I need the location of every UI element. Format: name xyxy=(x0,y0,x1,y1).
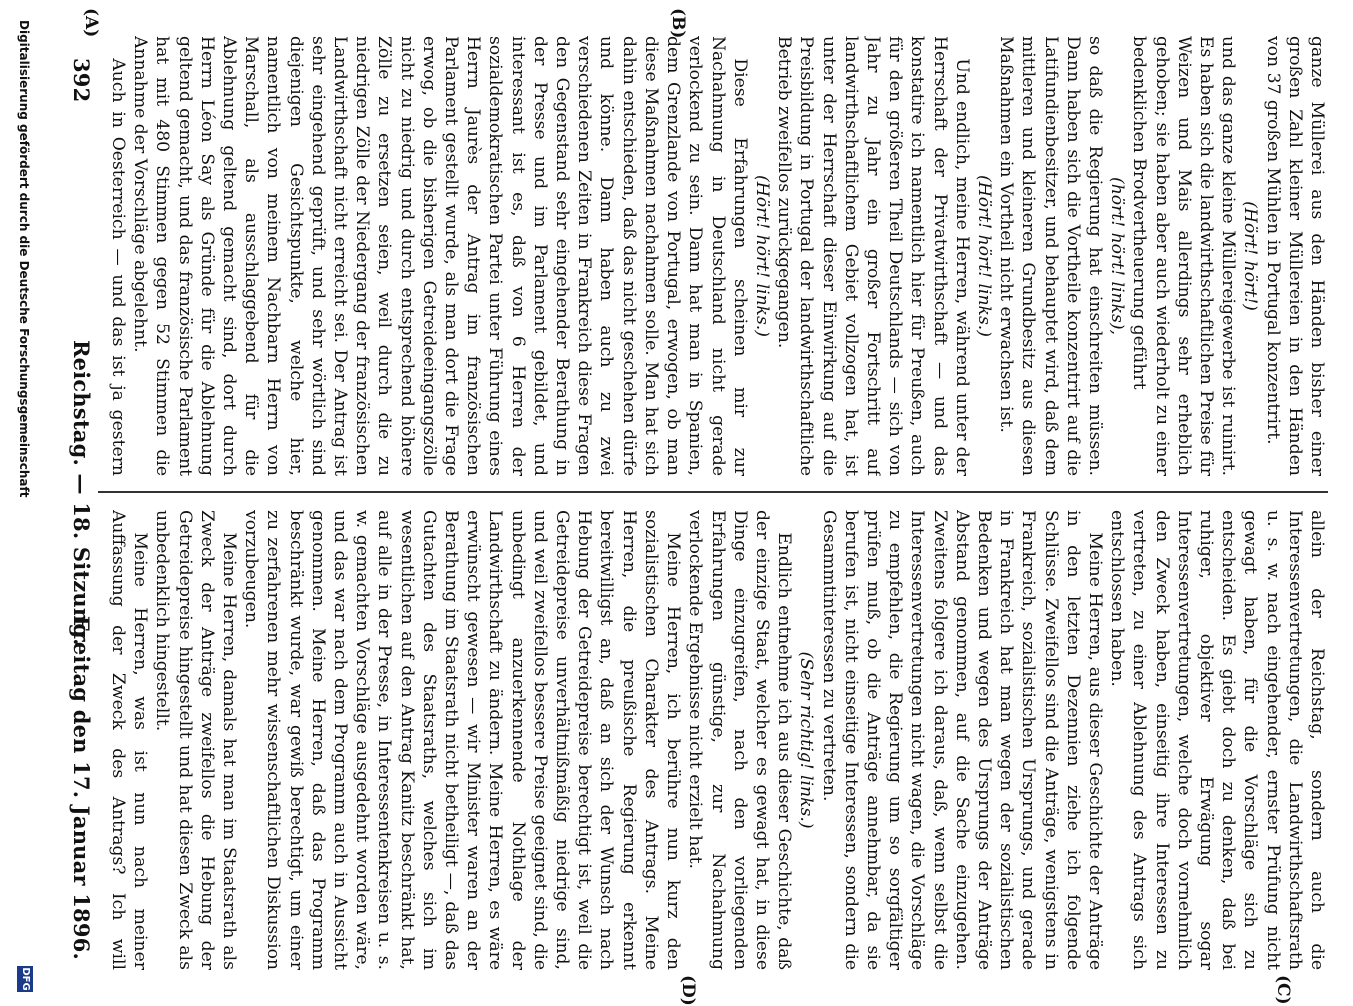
left-column-paragraph: (Hört! hört! links.) xyxy=(973,175,994,337)
page-number: 392 xyxy=(69,58,94,103)
left-column-paragraph: (Hört! hört!) xyxy=(1240,201,1261,311)
footer xyxy=(1,0,41,1000)
right-column-paragraph: Endlich entnehme ich aus dieser Geschichte, daß der einzige Staat, welcher es gewagt hat, in diese Dinge einzugreifen, nach den vorliegenden Erfahrungen günstige, zur Nachahmung verlockende Ergebnisse nicht erzielt hat. xyxy=(685,510,795,970)
right-column-paragraph: Meine Herren, was ist nun nach meiner Auffassung der Zweck des Antrags? Ich will xyxy=(108,510,151,970)
session-title: Reichstag. — 18. Sitzung. xyxy=(69,340,94,646)
left-column-paragraph: (hört! hört! links), xyxy=(1107,177,1128,335)
left-column-paragraph: so daß die Regierung hat einschreiten müssen. Dann haben sich die Vortheile konzentrirt auf die Latifundienbesitzer, und behauptet wird, daß dem mittleren und kleineren Grundbesitz aus diesen Maßnahmen ein Vortheil nicht erwachsen ist. xyxy=(996,36,1105,476)
session-date: Freitag den 17. Januar 1896. xyxy=(69,615,94,960)
right-column xyxy=(108,510,1328,970)
digitization-credit: Digitalisierung gefördert durch die Deutsche Forschungsgemeinschaft xyxy=(17,20,31,498)
right-column-paragraph: Meine Herren, ich berühre nun kurz den sozialistischen Charakter des Antrags. Meine Herren, die preußische Regierung erkennt bereitwilligst an, daß an sich der Wunsch nach Hebung der Getreidepreise berechtigt ist, weil die Getreidepreise unverhältnißmäßig niedrige sind, und weil zweifellos bessere Preise geeignet sind, die unbedingt anzuerkennende Nothlage der Landwirthschaft zu ändern. Meine Herren, es wäre erwünscht gewesen — wir Minister waren an der Berathung im Staatsrath nicht betheiligt —, daß das Gutachten des Staatsraths, welches sich im wesentlichen auf den Antrag Kanitz beschränkt hat, auf alle in der Presse, in Interessentenkreisen u. s. w. gemachten Vorschläge ausgedehnt worden wäre, und das war nach dem Programm auch in Aussicht genommen. Meine Herren, daß das Programm beschränkt wurde, war gewiß berechtigt, um einer zu zerfahrenen mehr wissenschaftlichen Diskussion vorzubeugen. xyxy=(241,510,684,970)
left-column-paragraph: Und endlich, meine Herren, während unter der Herrschaft der Privatwirthschaft — und das konstatire ich namentlich hier für Preußen, auch für den größeren Theil Deutschlands — sich von Jahr zu Jahr ein großer Fortschritt auf landwirthschaftlichem Gebiet vollzogen hat, ist unter der Herrschaft dieser Einwirkung auf die Preisbildung in Portugal der landwirthschaftliche Betrieb zweifellos zurückgegangen. xyxy=(774,36,972,476)
right-column-paragraph: Meine Herren, aus dieser Geschichte der Anträge in den letzten Dezennien ziehe ich folgende Schlüsse. Zweifellos sind die Anträge, wenigstens in Frankreich, sozialistischen Ursprungs, und gerade in Frankreich hat man wegen der sozialistischen Bedenken und wegen des Ursprungs der Anträge Abstand genommen, auf die Sache einzugehen. Zweitens folgere ich daraus, daß, wenn selbst die Interessenvertretungen nicht wagen, die Vorschläge zu empfehlen, die Regierung um so sorgfältiger prüfen muß, ob die Anträge annehmbar, da sie berufen ist, nicht einseitige Interessen, sondern die Gesammtinteressen zu vertreten. xyxy=(818,510,1105,970)
column-divider xyxy=(98,491,1328,493)
margin-mark-b: (B) xyxy=(668,8,688,39)
left-column xyxy=(108,36,1328,476)
right-column-paragraph: allein der Reichstag, sondern auch die Interessenvertretungen, die Landwirthschaftsrath u. s. w. nach eingehender, ernster Prüfung nicht gewagt haben, für die Vorschläge sich zu entscheiden. Es giebt doch zu denken, daß bei ruhiger, objektiver Erwägung sogar Interessenvertretungen, welche doch vornehmlich den Zweck haben, einseitig ihre Interessen zu vertreten, zu einer Ablehnung des Antrags sich entschlossen haben. xyxy=(1107,510,1327,970)
left-column-paragraph: Diese Erfahrungen scheinen mir zur Nachahmung in Deutschland nicht gerade verlockend zu sein. Dann hat man in Spanien, dem Grenzlande von Portugal, erwogen, ob man diese Maßnahmen nachahmen solle. Man hat sich dahin entschieden, daß das nicht geschehen dürfe und könne. Dann haben auch zu zwei verschiedenen Zeiten in Frankreich diese Fragen den Gegenstand sehr eingehender Berathung in der Presse und im Parlament gebildet, und interessant ist es, daß von 6 Herren der sozialdemokratischen Partei unter Führung eines Herrn Jaurès der Antrag im französischen Parlament gestellt wurde, als man dort die Frage erwog, ob die bisherigen Getreideeingangszölle nicht zu niedrig und durch entsprechend höhere Zölle zu ersetzen seien, weil durch die zu niedrigen Zölle der Niedergang der französischen Landwirthschaft nicht erreicht sei. Der Antrag ist sehr eingehend geprüft, und sehr wörtlich sind diejenigen Gesichtspunkte, welche hier, namentlich von meinem Nachbarn Herrn von Marschall, als ausschlaggebend für die Ablehnung geltend gemacht sind, dort durch Herrn Léon Say als Gründe für die Ablehnung geltend gemacht, und das französische Parlament hat mit 480 Stimmen gegen 52 Stimmen die Annahme der Vorschläge abgelehnt. xyxy=(130,36,750,476)
right-column-paragraph: (Sehr richtig! links.) xyxy=(796,651,817,829)
left-column-paragraph: (Hört! hört! links.) xyxy=(751,175,772,337)
margin-mark-a: (A) xyxy=(81,8,101,38)
margin-mark-c: (C) xyxy=(1273,975,1293,1005)
page-header xyxy=(64,50,98,960)
right-column-paragraph: Meine Herren, damals hat man im Staatsrath als Zweck der Anträge zweifellos die Hebung der Getreidepreise hingestellt und hat diesen Zweck als unbedenklich hingestellt. xyxy=(152,510,240,970)
dfg-logo: DFG xyxy=(17,966,33,992)
left-column-paragraph: Auch in Oesterreich — und das ist ja gestern xyxy=(108,58,129,476)
left-column-paragraph: ganze Müllerei aus den Händen bisher einer großen Zahl kleiner Müllereien in den Händen von 37 großen Mühlen in Portugal konzentrirt. xyxy=(1262,36,1327,476)
margin-mark-d: (D) xyxy=(678,975,698,1006)
left-column-paragraph: und das ganze kleine Müllereigewerbe ist ruinirt. Es haben sich die landwirthschaftlichen Preise für Weizen und Mais allerdings sehr erheblich gehoben; sie haben aber auch wiederholt zu einer bedenklichen Brodvertheuerung geführt xyxy=(1129,36,1239,476)
